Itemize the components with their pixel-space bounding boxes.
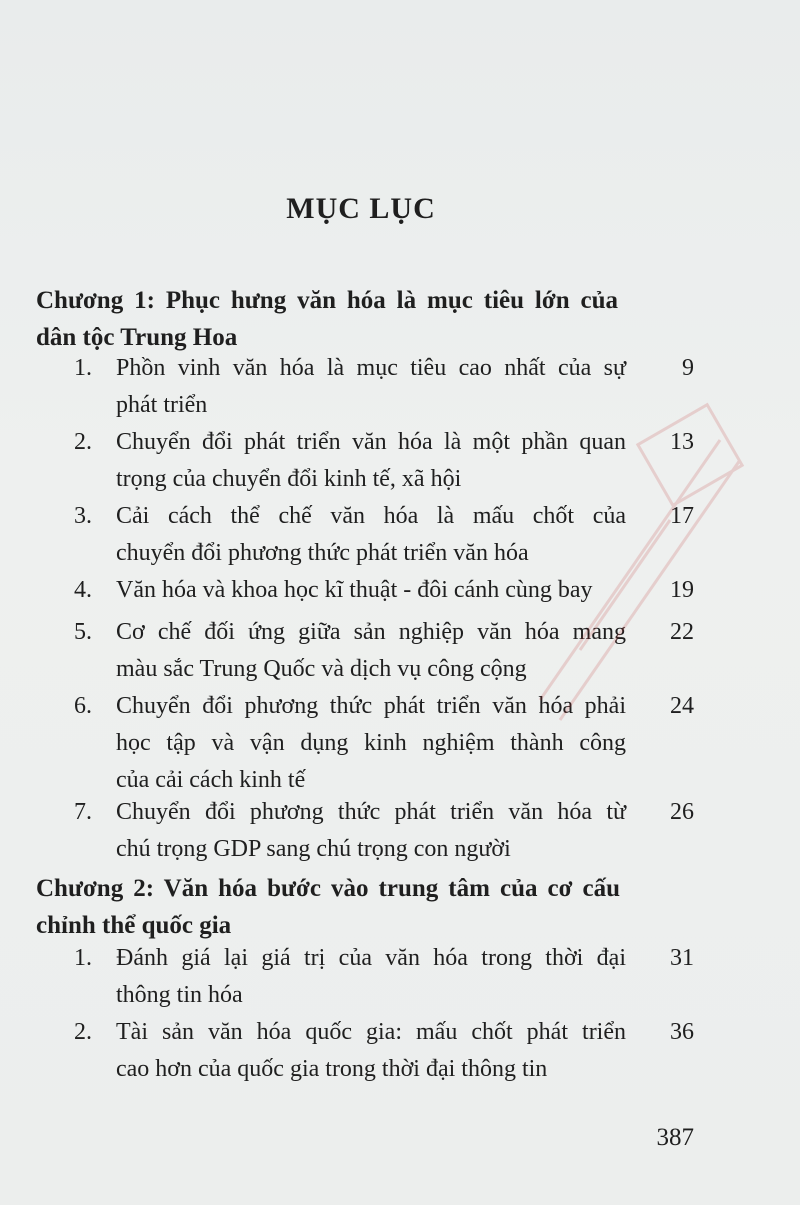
entry-title-line: trọng của chuyển đổi kinh tế, xã hội	[116, 466, 462, 492]
chapter-1-heading	[36, 282, 636, 356]
entry-number: 7.	[74, 799, 92, 825]
entry-title-line: Chuyển đổi phương thức phát triển văn hóa phải	[116, 693, 626, 719]
entry-title-line: Cải cách thể chế văn hóa là mấu chốt của	[116, 503, 626, 529]
toc-entry[interactable]	[74, 424, 694, 498]
entry-title-line: Chuyển đổi phát triển văn hóa là một phần quan	[116, 429, 626, 455]
entry-number: 6.	[74, 693, 92, 719]
entry-number: 3.	[74, 503, 92, 529]
entry-number: 2.	[74, 429, 92, 455]
entry-page-number: 19	[670, 577, 694, 603]
toc-entry[interactable]	[74, 350, 694, 424]
entry-title-line: của cải cách kinh tế	[116, 767, 306, 793]
chapter-heading-line: dân tộc Trung Hoa	[36, 324, 238, 351]
entry-number: 1.	[74, 945, 92, 971]
toc-entry[interactable]	[74, 940, 694, 1014]
entry-title-line: học tập và vận dụng kinh nghiệm thành công	[116, 730, 626, 756]
entry-page-number: 36	[670, 1019, 694, 1045]
entry-title	[116, 498, 626, 572]
entry-title	[116, 794, 626, 868]
entry-title	[116, 688, 626, 799]
entry-title	[116, 350, 626, 424]
entry-title-line: Chuyển đổi phương thức phát triển văn hóa từ	[116, 799, 626, 825]
entry-title-line: Phồn vinh văn hóa là mục tiêu cao nhất của sự	[116, 355, 626, 381]
entry-title-line: Đánh giá lại giá trị của văn hóa trong thời đại	[116, 945, 626, 971]
entry-title	[116, 1014, 626, 1088]
toc-entry[interactable]	[74, 794, 694, 868]
entry-title-line: cao hơn của quốc gia trong thời đại thông tin	[116, 1056, 548, 1082]
entry-title	[116, 424, 626, 498]
entry-page-number: 31	[670, 945, 694, 971]
entry-title-line: chú trọng GDP sang chú trọng con người	[116, 836, 511, 862]
entry-number: 5.	[74, 619, 92, 645]
entry-title-line: chuyển đổi phương thức phát triển văn hóa	[116, 540, 529, 566]
entry-number: 1.	[74, 355, 92, 381]
entry-title	[116, 614, 626, 688]
chapter-heading-line: chỉnh thể quốc gia	[36, 912, 232, 939]
entry-page-number: 13	[670, 429, 694, 455]
entry-title-line: thông tin hóa	[116, 982, 243, 1008]
entry-page-number: 22	[670, 619, 694, 645]
toc-entry[interactable]	[74, 1014, 694, 1088]
entry-number: 2.	[74, 1019, 92, 1045]
entry-title-line: màu sắc Trung Quốc và dịch vụ công cộng	[116, 656, 527, 682]
entry-page-number: 26	[670, 799, 694, 825]
chapter-heading-line: Chương 1: Phục hưng văn hóa là mục tiêu lớn của	[36, 287, 618, 314]
entry-title	[116, 572, 626, 609]
entry-title-line: Cơ chế đối ứng giữa sản nghiệp văn hóa mang	[116, 619, 626, 645]
page-title: MỤC LỤC	[286, 192, 436, 225]
entry-title-line: Tài sản văn hóa quốc gia: mấu chốt phát triển	[116, 1019, 626, 1045]
page-number: 387	[656, 1124, 694, 1151]
toc-entry[interactable]	[74, 614, 694, 688]
entry-title-line: phát triển	[116, 392, 208, 418]
chapter-heading-line: Chương 2: Văn hóa bước vào trung tâm của cơ cấu	[36, 875, 620, 902]
entry-page-number: 24	[670, 693, 694, 719]
toc-entry[interactable]	[74, 572, 694, 609]
entry-title-line: Văn hóa và khoa học kĩ thuật - đôi cánh cùng bay	[116, 577, 593, 603]
toc-entry[interactable]	[74, 498, 694, 572]
entry-title	[116, 940, 626, 1014]
entry-number: 4.	[74, 577, 92, 603]
entry-page-number: 17	[670, 503, 694, 529]
toc-entry[interactable]	[74, 688, 694, 799]
entry-page-number: 9	[682, 355, 694, 381]
chapter-2-heading	[36, 870, 636, 944]
